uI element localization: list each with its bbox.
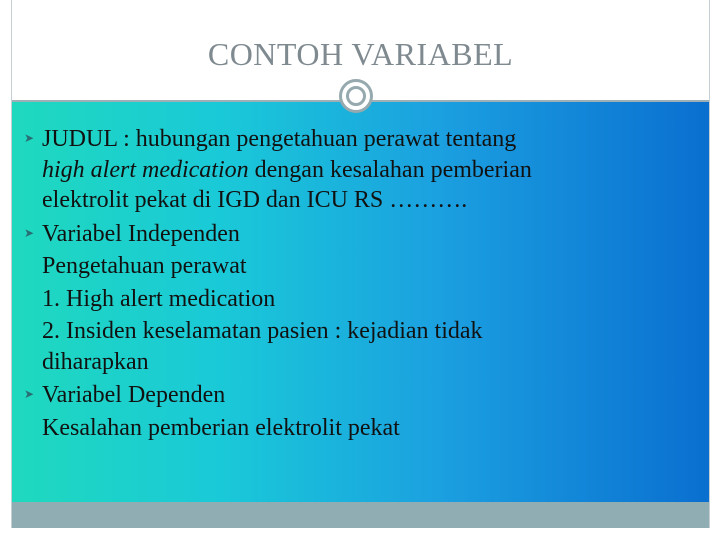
arrow-bullet-icon: ➤ [24, 225, 35, 240]
bottom-bar [12, 502, 709, 528]
sub-item: Pengetahuan perawat [42, 253, 247, 279]
slide-body [24, 122, 682, 444]
italic-term: high alert medication [42, 156, 249, 183]
arrow-bullet-icon: ➤ [24, 387, 35, 401]
circle-ornament-inner [346, 86, 366, 106]
bullet-independen-text: Variabel Independen [42, 220, 240, 247]
slide-title: CONTOH VARIABEL [207, 36, 514, 72]
bullet-item-dependen [24, 378, 682, 412]
bullet-judul-text: JUDUL : hubungan pengetahuan perawat tentang [42, 126, 517, 152]
sub-item-continuation: diharapkan [42, 348, 149, 375]
sub-item: 2. Insiden keselamatan pasien : kejadian tidak [42, 318, 483, 344]
sub-item: 1. High alert medication [42, 285, 276, 312]
circle-ornament-icon [339, 79, 373, 113]
bullet-judul-continuation [42, 154, 682, 187]
arrow-bullet-icon: ➤ [24, 131, 35, 145]
bullet-item-judul [24, 122, 682, 156]
bullet-judul-line2: dengan kesalahan pemberian [248, 156, 532, 183]
sub-item: Kesalahan pemberian elektrolit pekat [42, 414, 400, 441]
bullet-item-independen [24, 217, 682, 251]
bullet-judul-line3: elektrolit pekat di IGD dan ICU RS ………. [42, 187, 468, 213]
bullet-dependen-text: Variabel Dependen [42, 382, 226, 408]
